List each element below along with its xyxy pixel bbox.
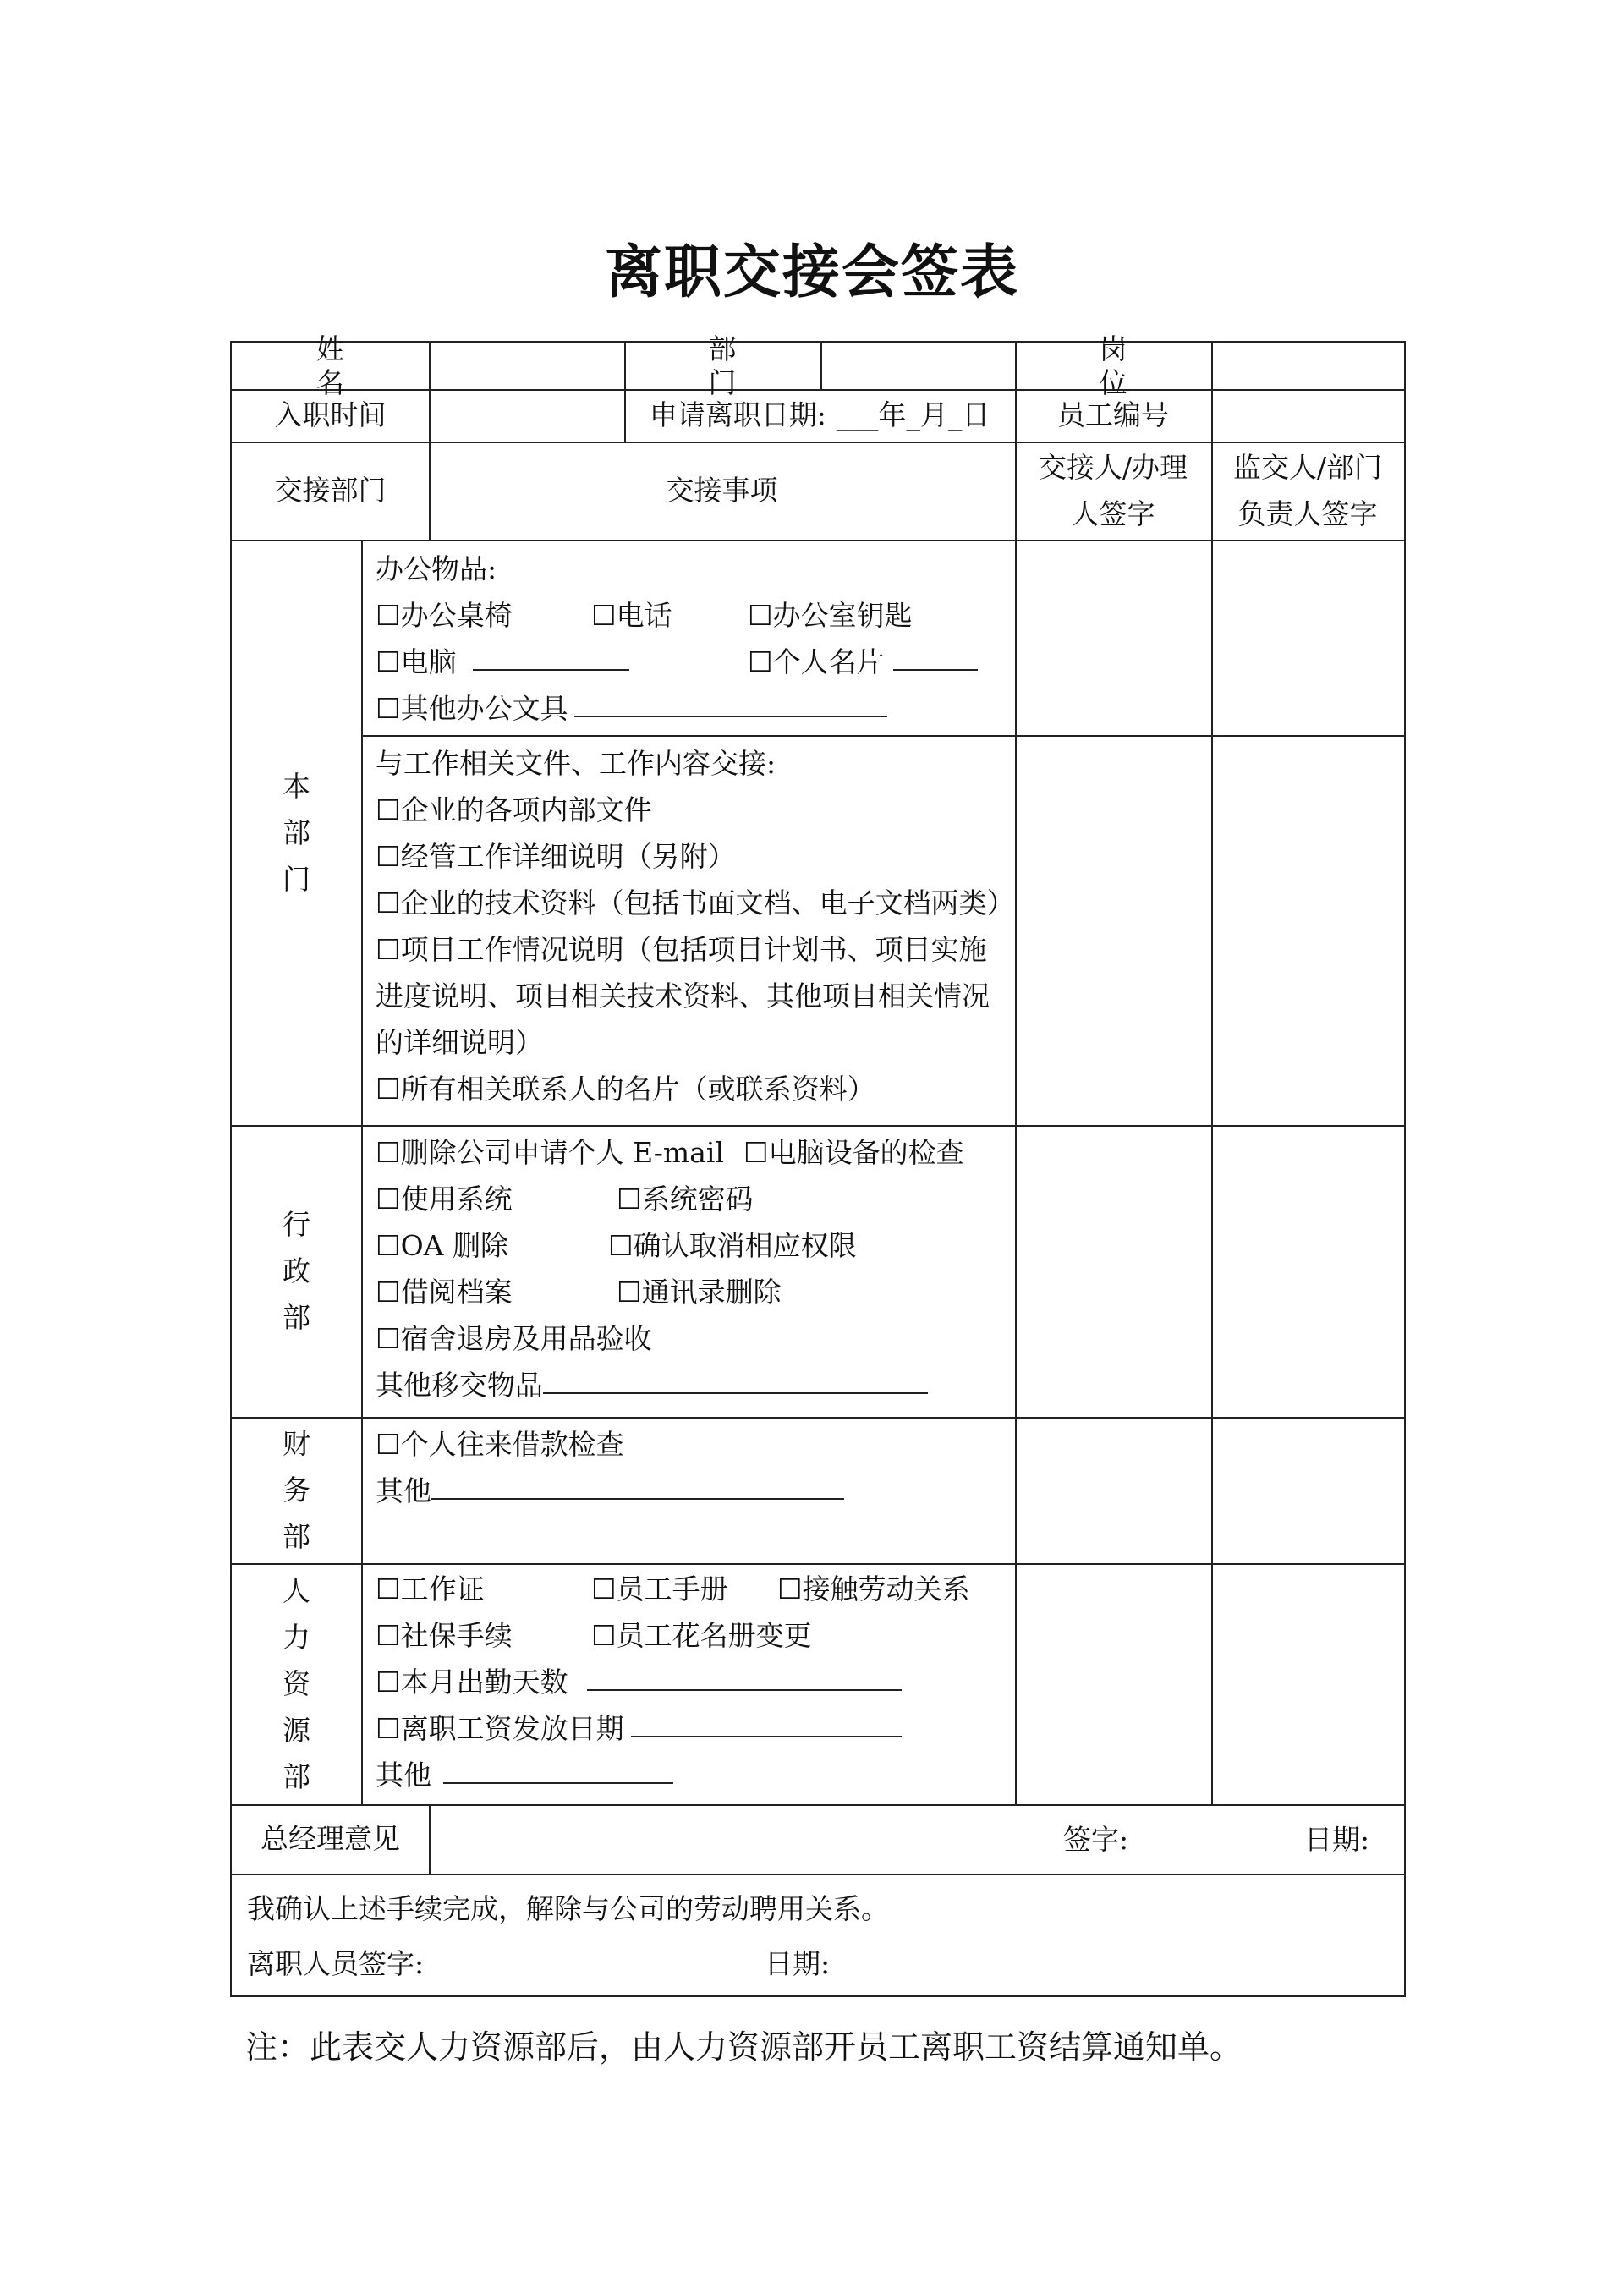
row-divider bbox=[232, 1125, 1404, 1127]
admin-dept-char: 政 bbox=[283, 1254, 310, 1287]
own-dept-char: 本 bbox=[283, 769, 310, 803]
dorm-checkout-checkbox[interactable]: ☐宿舍退房及用品验收 bbox=[376, 1322, 652, 1355]
employee-confirm-cell bbox=[232, 1874, 1404, 1997]
handover-person-label-1: 交接人/办理 bbox=[1038, 451, 1188, 484]
row-divider bbox=[232, 1563, 1404, 1565]
tech-docs-checkbox[interactable]: ☐企业的技术资料（包括书面文档、电子文档两类） bbox=[376, 886, 1015, 919]
work-badge-checkbox[interactable]: ☐工作证 bbox=[376, 1572, 485, 1605]
row-divider bbox=[232, 540, 1404, 541]
own-dept-label bbox=[232, 540, 361, 1125]
system-use-checkbox[interactable]: ☐使用系统 bbox=[376, 1183, 513, 1216]
supervisor-label-2: 负责人签字 bbox=[1237, 497, 1378, 530]
col-divider bbox=[361, 540, 363, 1804]
finance-dept-char: 务 bbox=[283, 1474, 310, 1506]
employee-date-label: 日期: bbox=[765, 1947, 831, 1980]
name-label-cell bbox=[232, 332, 429, 399]
dept-label-cell bbox=[624, 332, 820, 399]
admin-dept-char: 部 bbox=[283, 1301, 310, 1334]
finance-items-block bbox=[376, 1421, 1010, 1514]
computer-checkbox[interactable]: ☐电脑 bbox=[376, 645, 457, 678]
gm-date-label: 日期: bbox=[1304, 1823, 1370, 1856]
position-label-cell bbox=[1015, 332, 1211, 399]
supervisor-label-1: 监交人/部门 bbox=[1232, 451, 1383, 484]
gm-opinion-label: 总经理意见 bbox=[261, 1822, 400, 1855]
hr-dept-char: 人 bbox=[283, 1574, 310, 1607]
hr-items-block bbox=[376, 1566, 1010, 1798]
revoke-permission-checkbox[interactable]: ☐确认取消相应权限 bbox=[608, 1229, 857, 1262]
hr-dept-label bbox=[232, 1563, 361, 1804]
employee-no-label-cell bbox=[1015, 389, 1211, 442]
finance-other-label: 其他 bbox=[376, 1474, 431, 1507]
form-title: 离职交接会签表 bbox=[604, 239, 1019, 306]
hr-other-label: 其他 bbox=[376, 1759, 431, 1792]
final-pay-date-blank[interactable] bbox=[631, 1705, 902, 1737]
admin-items-block bbox=[376, 1129, 1010, 1408]
name-label: 姓 名 bbox=[316, 332, 395, 399]
resign-date-label: 申请离职日期: bbox=[649, 398, 826, 431]
office-key-checkbox[interactable]: ☐办公室钥匙 bbox=[748, 599, 913, 632]
employee-no-field[interactable] bbox=[1211, 389, 1404, 442]
computer-blank[interactable] bbox=[473, 639, 629, 671]
system-password-checkbox[interactable]: ☐系统密码 bbox=[617, 1183, 754, 1216]
handover-items-header bbox=[429, 442, 1015, 540]
hr-other-blank[interactable] bbox=[443, 1752, 673, 1784]
dept-label: 部 门 bbox=[708, 332, 787, 399]
supervisor-header bbox=[1211, 442, 1404, 540]
hr-dept-char: 源 bbox=[283, 1714, 310, 1747]
col-divider bbox=[1015, 343, 1017, 1804]
finance-other-blank[interactable] bbox=[431, 1468, 844, 1500]
project-status-checkbox[interactable]: ☐项目工作情况说明（包括项目计划书、项目实施 bbox=[376, 933, 987, 966]
finance-dept-char: 部 bbox=[283, 1520, 310, 1553]
admin-dept-char: 行 bbox=[283, 1208, 310, 1241]
employee-sign-label: 离职人员签字: bbox=[247, 1947, 425, 1980]
join-date-label: 入职时间 bbox=[274, 398, 387, 431]
roster-change-checkbox[interactable]: ☐员工花名册变更 bbox=[591, 1619, 812, 1652]
directory-delete-checkbox[interactable]: ☐通讯录删除 bbox=[617, 1276, 782, 1309]
work-handover-block bbox=[376, 740, 1015, 1112]
dept-field[interactable] bbox=[820, 343, 1015, 389]
resign-date-field[interactable]: ___年_月_日 bbox=[836, 398, 990, 431]
attendance-days-blank[interactable] bbox=[587, 1659, 902, 1691]
own-dept-char: 部 bbox=[283, 815, 310, 849]
delete-email-checkbox[interactable]: ☐删除公司申请个人 E-mail bbox=[376, 1136, 725, 1169]
gm-sign-label: 签字: bbox=[1063, 1823, 1129, 1856]
handover-dept-label: 交接部门 bbox=[274, 474, 387, 507]
finance-dept-char: 财 bbox=[283, 1427, 310, 1460]
gm-opinion-field[interactable] bbox=[429, 1804, 1404, 1874]
handover-table bbox=[230, 332, 1406, 1997]
position-field[interactable] bbox=[1211, 343, 1404, 389]
business-card-checkbox[interactable]: ☐个人名片 bbox=[748, 645, 885, 678]
other-stationery-blank[interactable] bbox=[574, 685, 887, 717]
internal-docs-checkbox[interactable]: ☐企业的各项内部文件 bbox=[376, 793, 652, 826]
loan-check-checkbox[interactable]: ☐个人往来借款检查 bbox=[376, 1428, 624, 1461]
other-handover-label: 其他移交物品 bbox=[376, 1369, 543, 1402]
work-handover-heading: 与工作相关文件、工作内容交接: bbox=[376, 747, 776, 780]
phone-checkbox[interactable]: ☐电话 bbox=[591, 599, 672, 632]
oa-delete-checkbox[interactable]: ☐OA 删除 bbox=[376, 1229, 508, 1262]
employee-no-label: 员工编号 bbox=[1057, 398, 1169, 431]
own-dept-char: 门 bbox=[283, 862, 310, 896]
resign-date-cell bbox=[624, 389, 1015, 442]
admin-dept-label bbox=[232, 1125, 361, 1417]
handbook-checkbox[interactable]: ☐员工手册 bbox=[591, 1572, 728, 1605]
handover-dept-header bbox=[232, 442, 429, 540]
handover-items-label: 交接事项 bbox=[666, 474, 778, 507]
row-divider bbox=[361, 735, 1404, 737]
social-insurance-checkbox[interactable]: ☐社保手续 bbox=[376, 1619, 513, 1652]
device-check-checkbox[interactable]: ☐电脑设备的检查 bbox=[743, 1136, 964, 1169]
project-status-text: 进度说明、项目相关技术资料、其他项目相关情况 bbox=[376, 980, 990, 1013]
business-card-blank[interactable] bbox=[893, 639, 978, 671]
hr-dept-char: 力 bbox=[283, 1621, 310, 1654]
position-label: 岗 位 bbox=[1099, 332, 1178, 399]
footnote: 注：此表交人力资源部后，由人力资源部开员工离职工资结算通知单。 bbox=[245, 2028, 1243, 2066]
work-description-checkbox[interactable]: ☐经管工作详细说明（另附） bbox=[376, 840, 736, 873]
final-pay-date-checkbox[interactable]: ☐离职工资发放日期 bbox=[376, 1712, 624, 1745]
project-status-text: 的详细说明） bbox=[376, 1026, 543, 1059]
name-field[interactable] bbox=[429, 343, 624, 389]
hr-dept-char: 资 bbox=[283, 1667, 310, 1700]
borrowed-archive-checkbox[interactable]: ☐借阅档案 bbox=[376, 1276, 513, 1309]
finance-dept-label bbox=[232, 1417, 361, 1563]
hr-dept-char: 部 bbox=[283, 1760, 310, 1793]
other-stationery-checkbox[interactable]: ☐其他办公文具 bbox=[376, 692, 568, 725]
office-items-heading: 办公物品: bbox=[376, 552, 497, 585]
gm-opinion-label-cell bbox=[232, 1804, 429, 1874]
join-date-field[interactable] bbox=[429, 389, 624, 442]
office-items-block bbox=[376, 546, 1010, 732]
other-handover-blank[interactable] bbox=[543, 1362, 928, 1394]
desk-checkbox[interactable]: ☐办公桌椅 bbox=[376, 599, 513, 632]
join-date-label-cell bbox=[232, 389, 429, 442]
handover-person-label-2: 人签字 bbox=[1071, 497, 1155, 530]
contacts-cards-checkbox[interactable]: ☐所有相关联系人的名片（或联系资料） bbox=[376, 1073, 875, 1106]
confirm-statement: 我确认上述手续完成，解除与公司的劳动聘用关系。 bbox=[247, 1892, 889, 1925]
attendance-days-checkbox[interactable]: ☐本月出勤天数 bbox=[376, 1666, 568, 1699]
col-divider bbox=[1211, 343, 1213, 1804]
handover-person-header bbox=[1015, 442, 1211, 540]
labor-relation-checkbox[interactable]: ☐接触劳动关系 bbox=[777, 1572, 970, 1605]
row-divider bbox=[232, 1417, 1404, 1419]
